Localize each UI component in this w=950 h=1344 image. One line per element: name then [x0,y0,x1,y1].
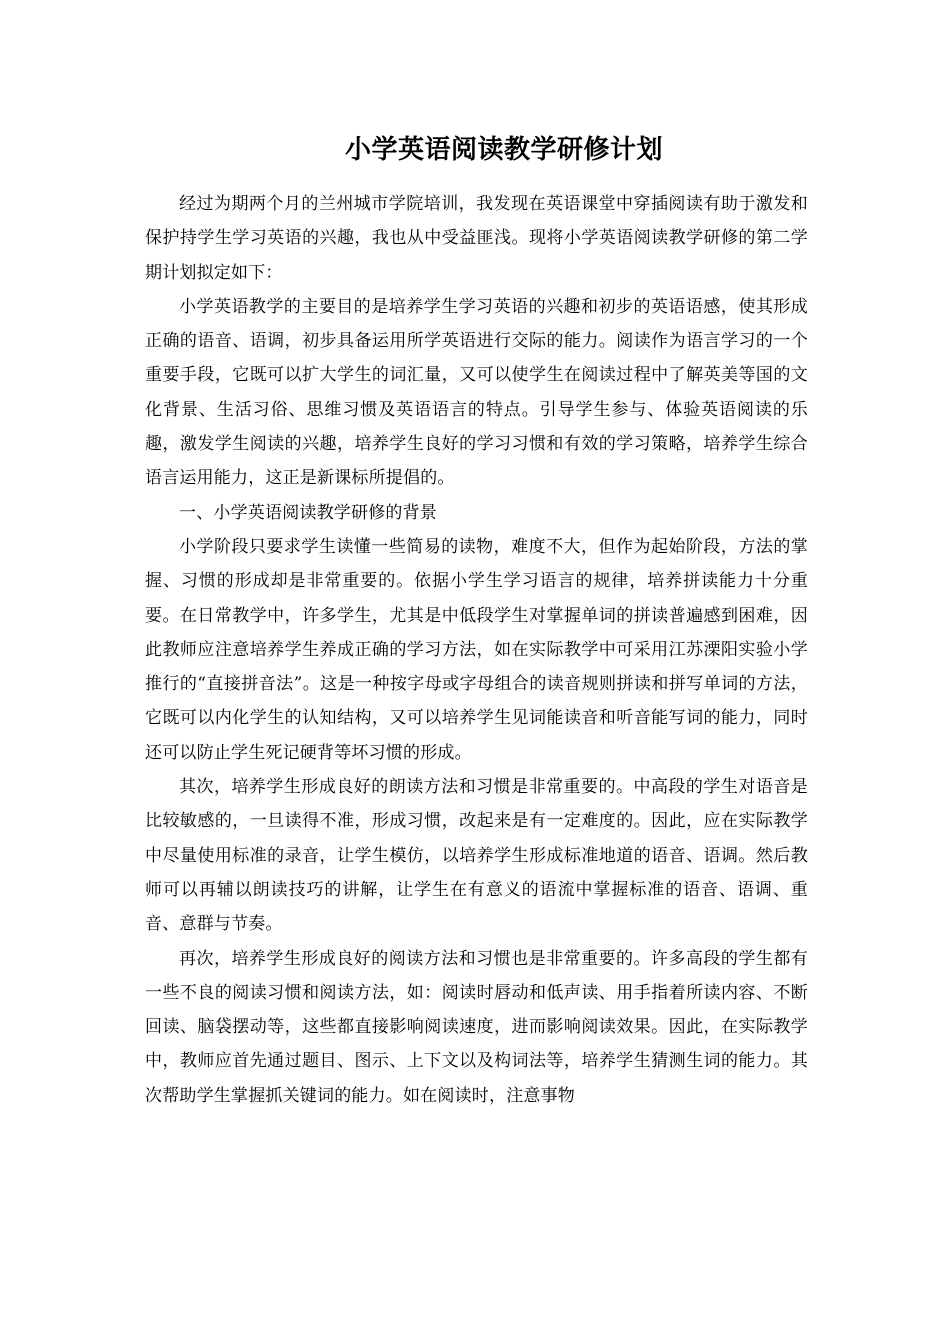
paragraph-reading-habits: 再次，培养学生形成良好的阅读方法和习惯也是非常重要的。许多高段的学生都有一些不良的阅读习惯和阅读方法，如：阅读时唇动和低声读、用手指着所读内容、不断回读、脑袋摆动等，这些都直接影响阅读速度，进而影响阅读效果。因此，在实际教学中，教师应首先通过题目、图示、上下文以及构词法等，培养学生猜测生词的能力。其次帮助学生掌握抓关键词的能力。如在阅读时，注意事物 [145,948,808,1106]
paragraph-background: 小学阶段只要求学生读懂一些简易的读物，难度不大，但作为起始阶段，方法的掌握、习惯的形成却是非常重要的。依据小学生学习语言的规律，培养拼读能力十分重要。在日常教学中，许多学生，尤其是中低段学生对掌握单词的拼读普遍感到困难，因此教师应注意培养学生养成正确的学习方法，如在实际教学中可采用江苏溧阳实验小学推行的“直接拼音法”。这是一种按字母或字母组合的读音规则拼读和拼写单词的方法，它既可以内化学生的认知结构，又可以培养学生见词能读音和听音能写词的能力，同时还可以防止学生死记硬背等坏习惯的形成。 [145,536,808,763]
document-title: 小学英语阅读教学研修计划 [344,135,663,165]
paragraph-purpose: 小学英语教学的主要目的是培养学生学习英语的兴趣和初步的英语语感，使其形成正确的语音、语调，初步具备运用所学英语进行交际的能力。阅读作为语言学习的一个重要手段，它既可以扩大学生的词汇量，又可以使学生在阅读过程中了解英美等国的文化背景、生活习俗、思维习惯及英语语言的特点。引导学生参与、体验英语阅读的乐趣，激发学生阅读的兴趣，培养学生良好的学习习惯和有效的学习策略，培养学生综合语言运用能力，这正是新课标所提倡的。 [145,296,808,489]
paragraph-intro: 经过为期两个月的兰州城市学院培训，我发现在英语课堂中穿插阅读有助于激发和保护持学生学习英语的兴趣，我也从中受益匪浅。现将小学英语阅读教学研修的第二学期计划拟定如下： [145,194,808,283]
section-heading-background: 一、小学英语阅读教学研修的背景 [179,502,437,523]
document-body [145,187,808,1113]
paragraph-reading-aloud: 其次，培养学生形成良好的朗读方法和习惯是非常重要的。中高段的学生对语音是比较敏感的，一旦读得不准，形成习惯，改起来是有一定难度的。因此，应在实际教学中尽量使用标准的录音，让学生模仿，以培养学生形成标准地道的语音、语调。然后教师可以再辅以朗读技巧的讲解，让学生在有意义的语流中掌握标准的语音、语调、重音、意群与节奏。 [145,777,808,935]
